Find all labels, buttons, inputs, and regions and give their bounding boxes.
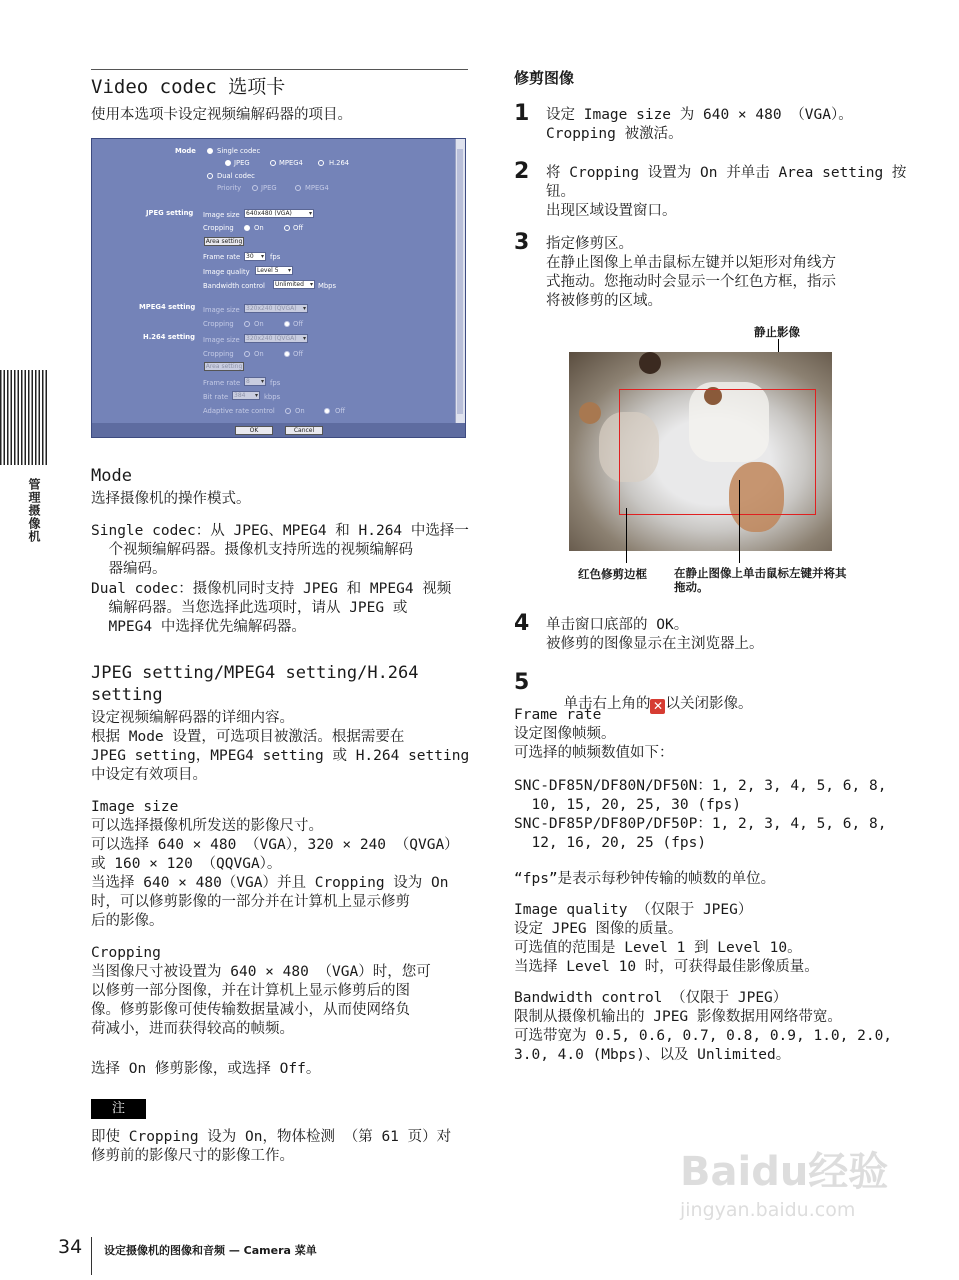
adaptive-on-label: On [295,407,305,415]
h264-setting-label: H.264 setting [143,333,196,341]
jpeg-image-size-label: Image size [203,211,240,219]
callout-drag: 在静止图像上单击鼠标左键并将其 拖动。 [674,566,847,594]
mpeg4-label: MPEG4 [279,159,303,167]
side-tab-label: 管理摄像机 [27,478,41,543]
single-codec-item: Single codec：从 JPEG、MPEG4 和 H.264 中选择一 个视频编解码器。摄像机支持所选的视频编解码 器编码。 [91,523,469,577]
jpeg-cropping-on-radio[interactable] [244,225,250,231]
h264-label: H.264 [329,159,350,167]
video-codec-settings-panel [91,138,466,438]
jpeg-bandwidth-label: Bandwidth control [203,282,265,290]
dual-codec-radio[interactable] [207,173,213,179]
adaptive-off-label: Off [335,407,346,415]
step-5-number: 5 [514,670,530,695]
h264-cropping-off-label: Off [293,350,304,358]
step-4-number: 4 [514,611,530,636]
jpeg-radio[interactable] [225,160,231,166]
h264-frame-rate-label: Frame rate [203,379,241,387]
step-2-number: 2 [514,159,530,184]
mode-desc: 选择摄像机的操作模式。 [91,491,251,507]
frame-rate-list-p: SNC-DF85P/DF80P/DF50P：1, 2, 3, 4, 5, 6, 8, 12, 16, 20, 25 (fps) [514,816,887,851]
h264-cropping-on-radio[interactable] [244,351,250,357]
callout-still-image: 静止影像 [754,325,800,339]
step-5-text-before: 单击右上角的 [563,696,651,712]
step-1-text: 设定 Image size 为 640 × 480 （VGA）。 Cropping 被激活。 [546,107,853,142]
dual-codec-item: Dual codec：摄像机同时支持 JPEG 和 MPEG4 视频 编解码器。当您选择此选项时，请从 JPEG 或 MPEG4 中选择优先编解码器。 [91,581,452,635]
h264-cropping-off-radio[interactable] [284,351,290,357]
h264-image-size-label: Image size [203,336,240,344]
title-rule [91,69,468,70]
h264-bit-rate-select[interactable]: 384 ▾ [232,391,260,400]
red-crop-frame [619,389,816,515]
priority-mpeg4-radio[interactable] [295,185,301,191]
page-number: 34 [58,1236,83,1258]
step-2-text: 将 Cropping 设置为 On 并单击 Area setting 按 钮。 出现区域设置窗口。 [546,165,907,219]
h264-adaptive-rate-label: Adaptive rate control [203,407,275,415]
fps-note: “fps”是表示每秒钟传输的帧数的单位。 [514,871,776,887]
jpeg-fps-unit: fps [270,253,281,261]
mpeg4-radio[interactable] [270,160,276,166]
jpeg-image-quality-select[interactable]: Level 5 ▾ [255,266,293,275]
jpeg-cropping-off-radio[interactable] [284,225,290,231]
h264-radio[interactable] [318,160,324,166]
jpeg-mbps-unit: Mbps [318,282,337,290]
h264-fps-unit: fps [270,379,281,387]
cancel-button[interactable]: Cancel [285,426,323,435]
jpeg-frame-rate-label: Frame rate [203,253,241,261]
mpeg4-image-size-label: Image size [203,306,240,314]
h264-image-size-select[interactable]: 320x240 (QVGA) ▾ [244,334,308,343]
jpeg-cropping-on-label: On [254,224,264,232]
image-quality-desc: 设定 JPEG 图像的质量。 可选值的范围是 Level 1 到 Level 10。 当选择 Level 10 时，可获得最佳影像质量。 [514,921,819,975]
cropping-desc: 当图像尺寸被设置为 640 × 480 （VGA）时，您可 以修剪一部分图像，并在计算机上显示修剪后的图 像。修剪影像可使传输数据量减小，从而使网络负 荷减小，进而获得较高的帧频。 [91,964,431,1037]
step-3-number: 3 [514,230,530,255]
jpeg-setting-label: JPEG setting [146,209,194,217]
mpeg4-cropping-off-label: Off [293,320,304,328]
mpeg4-image-size-select[interactable]: 320x240 (QVGA) ▾ [244,304,308,313]
panel-button-bar [92,423,465,437]
right-heading: 修剪图像 [514,69,575,87]
jpeg-cropping-off-label: Off [293,224,304,232]
step-4-text: 单击窗口底部的 OK。 被修剪的图像显示在主浏览器上。 [546,617,764,652]
mode-label: Mode [175,147,196,155]
image-size-heading: Image size [91,799,179,815]
mpeg4-cropping-on-label: On [254,320,264,328]
jpeg-image-size-select[interactable]: 640x480 (VGA) ▾ [244,209,314,218]
frame-rate-list-n: SNC-DF85N/DF80N/DF50N：1, 2, 3, 4, 5, 6, 8, 10, 15, 20, 25, 30 (fps) [514,778,887,813]
dual-codec-label: Dual codec [217,172,255,180]
cropping-choice: 选择 On 修剪影像，或选择 Off。 [91,1061,321,1077]
setting-heading: JPEG setting/MPEG4 setting/H.264 setting [91,663,419,705]
step-5-text-after: 以关闭影像。 [665,696,753,712]
ok-button[interactable]: OK [235,426,273,435]
single-codec-radio[interactable] [207,148,213,154]
priority-jpeg-radio[interactable] [252,185,258,191]
h264-bit-rate-label: Bit rate [203,393,229,401]
bandwidth-desc: 限制从摄像机输出的 JPEG 影像数据用网络带宽。 可选带宽为 0.5, 0.6, 0.7, 0.8, 0.9, 1.0, 2.0, 3.0, 4.0 (Mbps)、以及 Unlimited。 [514,1009,893,1063]
h264-area-setting-button[interactable]: Area setting [205,363,243,370]
side-tab-stripe [0,370,47,465]
cropping-heading: Cropping [91,945,161,961]
note-label: 注 [91,1099,146,1119]
close-icon: ✕ [650,699,665,714]
h264-cropping-label: Cropping [203,350,234,358]
note-text: 即使 Cropping 设为 On，物体检测 （第 61 页）对 修剪前的影像尺寸的影像工作。 [91,1129,452,1164]
h264-cropping-on-label: On [254,350,264,358]
mpeg4-cropping-on-radio[interactable] [244,321,250,327]
section-title: Video codec 选项卡 [91,76,286,98]
mpeg4-cropping-label: Cropping [203,320,234,328]
mode-heading: Mode [91,466,132,486]
jpeg-image-quality-label: Image quality [203,268,250,276]
priority-jpeg-label: JPEG [261,184,277,192]
frame-rate-heading: Frame rate [514,707,602,723]
h264-kbps-unit: kbps [264,393,281,401]
callout-drag-line [739,480,740,563]
callout-red-frame: 红色修剪边框 [578,567,647,581]
image-quality-heading: Image quality （仅限于 JPEG） [514,902,753,918]
watermark-url: jingyan.baidu.com [680,1199,856,1221]
jpeg-area-setting-button[interactable]: Area setting [205,238,243,245]
priority-mpeg4-label: MPEG4 [305,184,329,192]
adaptive-on-radio[interactable] [285,408,291,414]
intro-text: 使用本选项卡设定视频编解码器的项目。 [91,107,352,123]
cropping-example-photo [569,352,832,551]
baidu-watermark [680,1140,888,1221]
mpeg4-cropping-off-radio[interactable] [284,321,290,327]
frame-rate-desc: 设定图像帧频。 可选择的帧频数值如下： [514,726,674,761]
footer-rule [91,1237,92,1275]
jpeg-frame-rate-select[interactable]: 30 ▾ [244,252,266,261]
jpeg-cropping-label: Cropping [203,224,234,232]
setting-desc: 设定视频编解码器的详细内容。 根据 Mode 设置，可选项目被激活。根据需要在 JPEG setting，MPEG4 setting 或 H.264 setting 中设定有效项目。 [91,710,470,783]
priority-label: Priority [217,184,242,192]
jpeg-label: JPEG [234,159,250,167]
footer-text: 设定摄像机的图像和音频 — Camera 菜单 [104,1244,317,1257]
panel-scrollbar[interactable] [455,139,465,425]
mpeg4-setting-label: MPEG4 setting [139,303,196,311]
jpeg-bandwidth-select[interactable]: Unlimited ▾ [273,280,315,289]
watermark-logo-text: Baidu经验 [680,1149,889,1195]
h264-frame-rate-select[interactable]: 8 ▾ [244,377,266,386]
adaptive-off-radio[interactable] [324,408,330,414]
image-size-desc: 可以选择摄像机所发送的影像尺寸。 可以选择 640 × 480 （VGA），320 × 240 （QVGA） 或 160 × 120 （QQVGA）。 当选择 640 × 480（VGA）并且 Cropping 设为 On 时，可以修剪影像的一部分并在计算机上显示修剪 后的影像。 [91,818,459,929]
step-3-text: 指定修剪区。 在静止图像上单击鼠标左键并以矩形对角线方 式拖动。您拖动时会显示一个红色方框，指示 将被修剪的区域。 [546,236,836,309]
bandwidth-heading: Bandwidth control （仅限于 JPEG） [514,990,788,1006]
step-1-number: 1 [514,101,530,126]
single-codec-label: Single codec [217,147,261,155]
callout-red-line [626,508,627,563]
